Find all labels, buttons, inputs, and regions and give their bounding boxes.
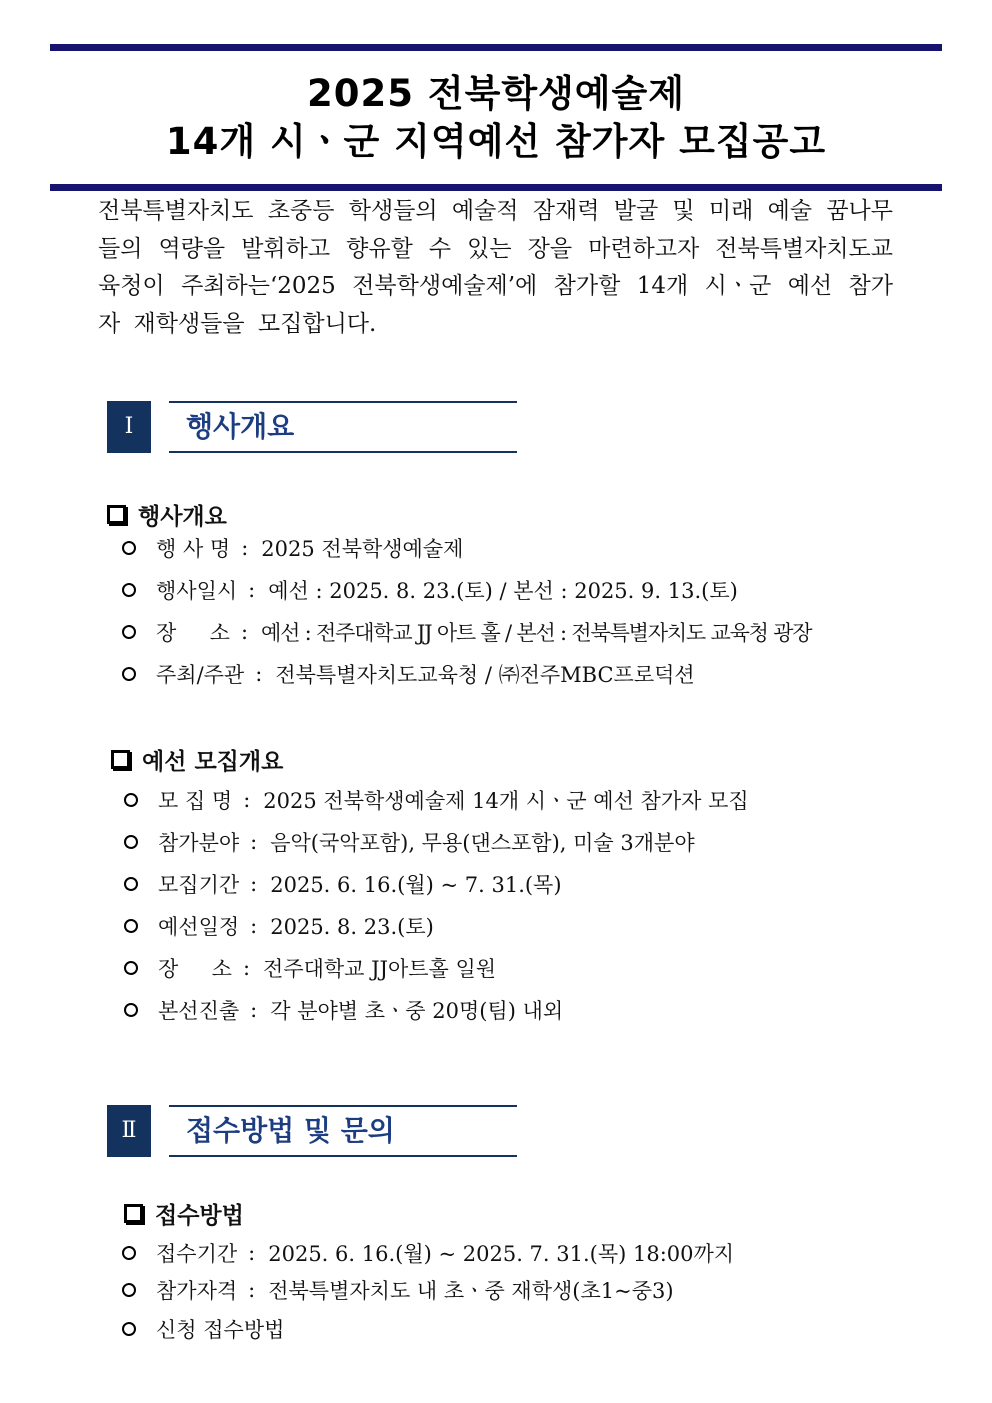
circle-bullet-icon (122, 1246, 136, 1260)
list-item: 장 소 : 예선 : 전주대학교 JJ 아트 홀 / 본선 : 전북특별자치도 교육청 광장 (122, 617, 811, 647)
page-title-line1: 2025 전북학생예술제 (306, 72, 686, 115)
item-label: 신청 접수방법 (156, 1318, 285, 1342)
subsection-heading (111, 743, 283, 776)
item-label: 장 소 (158, 957, 232, 981)
section-number-2: Ⅱ (107, 1105, 151, 1157)
list-item: 본선진출 : 각 분야별 초ㆍ중 20명(팀) 내외 (124, 995, 563, 1025)
section-header-1 (107, 401, 517, 453)
item-label: 참가분야 (158, 831, 240, 855)
subsection-title: 행사개요 (138, 503, 227, 530)
circle-bullet-icon (124, 919, 138, 933)
item-label: 본선진출 (158, 999, 240, 1023)
section-bottom-line (169, 1155, 517, 1157)
item-label: 행사일시 (156, 579, 238, 603)
subsection-title: 접수방법 (155, 1202, 244, 1229)
item-label: 모집기간 (158, 873, 240, 897)
list-item: 예선일정 : 2025. 8. 23.(토) (124, 911, 434, 941)
item-value: 각 분야별 초ㆍ중 20명(팀) 내외 (270, 999, 564, 1023)
checkbox-square-icon (111, 750, 130, 769)
circle-bullet-icon (122, 1322, 136, 1336)
subsection-heading (124, 1197, 244, 1230)
item-label: 장 소 (156, 621, 230, 645)
item-value: 2025. 6. 16.(월) ~ 2025. 7. 31.(목) 18:00까지 (268, 1242, 735, 1266)
section-title-1: 행사개요 (186, 410, 295, 443)
list-item: 장 소 : 전주대학교 JJ아트홀 일원 (124, 953, 496, 983)
item-value: 2025 전북학생예술제 (261, 537, 464, 561)
item-value: 2025. 8. 23.(토) (270, 915, 434, 939)
checkbox-square-icon (124, 1204, 143, 1223)
list-item: 행 사 명 : 2025 전북학생예술제 (122, 533, 463, 563)
list-item: 접수기간 : 2025. 6. 16.(월) ~ 2025. 7. 31.(목) 18:00까지 (122, 1238, 734, 1268)
item-value: 예선 : 2025. 8. 23.(토) / 본선 : 2025. 9. 13.(토) (268, 579, 738, 603)
item-label: 주최/주관 (156, 663, 245, 687)
list-item: 참가자격 : 전북특별자치도 내 초ㆍ중 재학생(초1~중3) (122, 1275, 674, 1305)
list-item: 행사일시 : 예선 : 2025. 8. 23.(토) / 본선 : 2025. 9. 13.(토) (122, 575, 738, 605)
circle-bullet-icon (122, 541, 136, 555)
circle-bullet-icon (122, 667, 136, 681)
list-item (122, 1314, 284, 1344)
list-item: 모 집 명 : 2025 전북학생예술제 14개 시ㆍ군 예선 참가자 모집 (124, 785, 749, 815)
circle-bullet-icon (124, 835, 138, 849)
subsection-heading (107, 498, 227, 531)
item-label: 예선일정 (158, 915, 240, 939)
item-value: 전주대학교 JJ아트홀 일원 (263, 957, 497, 981)
list-item: 참가분야 : 음악(국악포함), 무용(댄스포함), 미술 3개분야 (124, 827, 695, 857)
item-value: 음악(국악포함), 무용(댄스포함), 미술 3개분야 (270, 831, 695, 855)
item-label: 모 집 명 (158, 789, 233, 813)
section-header-2 (107, 1105, 517, 1157)
circle-bullet-icon (124, 1003, 138, 1017)
subsection-title: 예선 모집개요 (142, 748, 284, 775)
circle-bullet-icon (122, 583, 136, 597)
item-value: 전북특별자치도교육청 / ㈜전주MBC프로덕션 (275, 663, 695, 687)
section-number-1: Ⅰ (107, 401, 151, 453)
item-value: 예선 : 전주대학교 JJ 아트 홀 / 본선 : 전북특별자치도 교육청 광장 (261, 621, 812, 645)
item-label: 행 사 명 (156, 537, 231, 561)
circle-bullet-icon (122, 1283, 136, 1297)
page-title-line2: 14개 시ㆍ군 지역예선 참가자 모집공고 (165, 120, 827, 163)
list-item: 모집기간 : 2025. 6. 16.(월) ~ 7. 31.(목) (124, 869, 562, 899)
circle-bullet-icon (124, 793, 138, 807)
circle-bullet-icon (122, 625, 136, 639)
circle-bullet-icon (124, 961, 138, 975)
item-value: 전북특별자치도 내 초ㆍ중 재학생(초1~중3) (268, 1279, 674, 1303)
top-rule (50, 44, 942, 51)
title-bottom-rule (50, 184, 942, 191)
item-label: 접수기간 (156, 1242, 238, 1266)
item-value: 2025 전북학생예술제 14개 시ㆍ군 예선 참가자 모집 (263, 789, 749, 813)
checkbox-square-icon (107, 505, 126, 524)
intro-paragraph: 전북특별자치도 초중등 학생들의 예술적 잠재력 발굴 및 미래 예술 꿈나무들의 역량을 발휘하고 향유할 수 있는 장을 마련하고자 전북특별자치도교육청이 주최하는‘2025 전북학생예술제’에 참가할 14개 시ㆍ군 예선 참가자 재학생들을 모집합니다. (98, 198, 893, 337)
item-value: 2025. 6. 16.(월) ~ 7. 31.(목) (270, 873, 562, 897)
item-label: 참가자격 (156, 1279, 238, 1303)
circle-bullet-icon (124, 877, 138, 891)
section-title-2: 접수방법 및 문의 (186, 1114, 395, 1147)
section-bottom-line (169, 451, 517, 453)
list-item: 주최/주관 : 전북특별자치도교육청 / ㈜전주MBC프로덕션 (122, 659, 695, 689)
